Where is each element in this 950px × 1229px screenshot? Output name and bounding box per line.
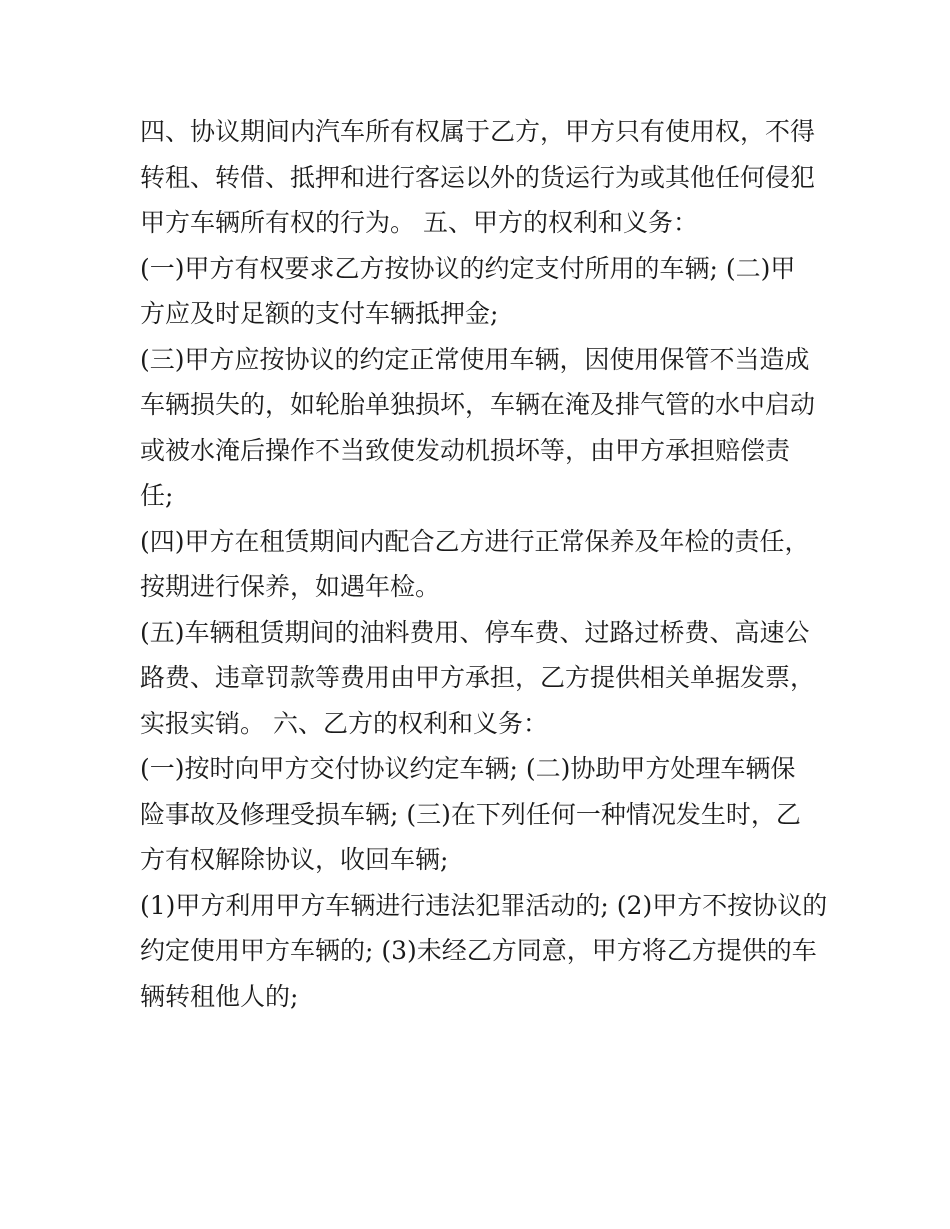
text-line: 方有权解除协议，收回车辆; [140, 845, 449, 874]
text-line: 任; [140, 481, 174, 510]
text-line: (四)甲方在租赁期间内配合乙方进行正常保养及年检的责任， [140, 526, 810, 556]
text-line: (五)车辆租赁期间的油料费用、停车费、过路过桥费、高速公 [140, 617, 810, 647]
text-line: 按期进行保养，如遇年检。 [140, 572, 441, 601]
text-line: (1)甲方利用甲方车辆进行违法犯罪活动的; (2)甲方不按协议的 [140, 890, 828, 920]
text-line: 车辆损失的，如轮胎单独损坏，车辆在淹及排气管的水中启动 [140, 390, 816, 419]
paragraph-ownership [140, 109, 820, 246]
paragraph-party-a-item-5 [140, 610, 820, 747]
text-line: 辆转租他人的; [140, 981, 299, 1011]
paragraph-termination-conditions [140, 883, 828, 1020]
text-line: (三)甲方应按协议的约定正常使用车辆，因使用保管不当造成 [140, 344, 810, 374]
text-line: (一)甲方有权要求乙方按协议的约定支付所用的车辆; (二)甲 [140, 253, 796, 283]
text-line: 甲方车辆所有权的行为。 五、甲方的权利和义务： [140, 208, 698, 237]
paragraph-party-b-items [140, 746, 820, 883]
paragraph-party-a-item-1-2 [140, 246, 820, 337]
text-line: (一)按时向甲方交付协议约定车辆; (二)协助甲方处理车辆保 [140, 754, 796, 783]
text-line: 约定使用甲方车辆的; (3)未经乙方同意，甲方将乙方提供的车 [140, 936, 817, 965]
paragraph-party-a-item-4 [140, 519, 820, 610]
text-line: 险事故及修理受损车辆; (三)在下列任何一种情况发生时，乙 [140, 799, 801, 829]
document-body [140, 109, 828, 1019]
text-line: 路费、违章罚款等费用由甲方承担，乙方提供相关单据发票， [140, 663, 816, 692]
text-line: 实报实销。 六、乙方的权利和义务： [140, 708, 548, 738]
text-line: 或被水淹后操作不当致使发动机损坏等，由甲方承担赔偿责 [140, 435, 791, 465]
text-line: 转租、转借、抵押和进行客运以外的货运行为或其他任何侵犯 [140, 162, 816, 192]
text-line: 方应及时足额的支付车辆抵押金; [140, 299, 499, 328]
text-line: 四、协议期间内汽车所有权属于乙方，甲方只有使用权，不得 [140, 117, 816, 146]
paragraph-party-a-item-3 [140, 337, 820, 519]
